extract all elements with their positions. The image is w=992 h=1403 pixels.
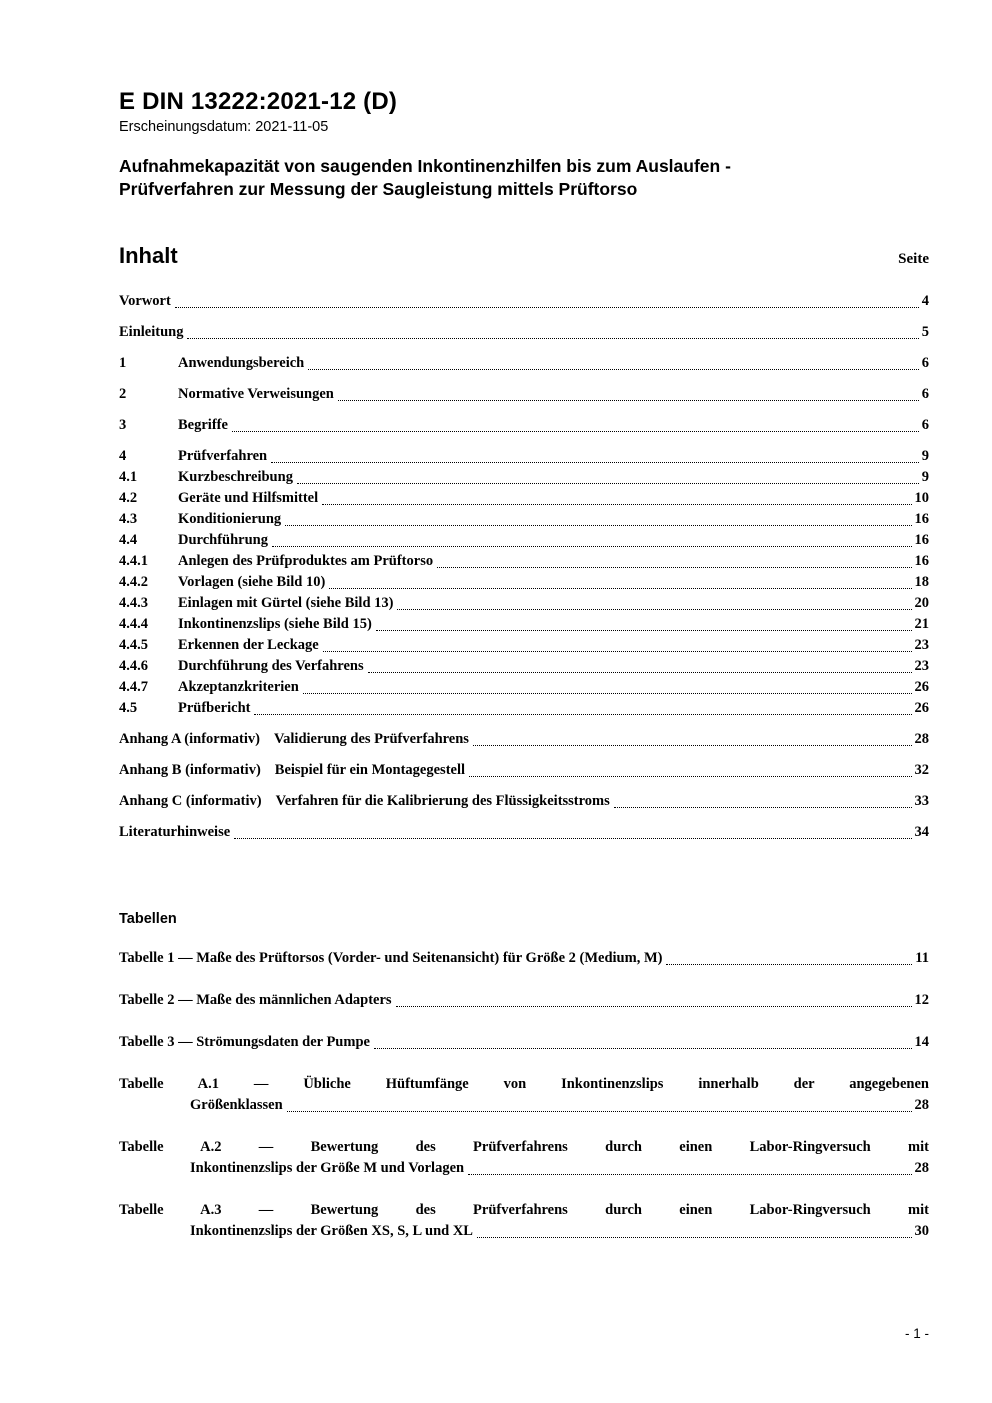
toc-entry [119, 614, 929, 635]
toc-entry-label: Vorlagen (siehe Bild 10) [178, 574, 326, 590]
dot-leader [368, 656, 912, 673]
toc-entry [119, 760, 929, 781]
toc-entry-label: Anwendungsbereich [178, 355, 305, 371]
toc-entry-page: 28 [914, 731, 929, 747]
toc-entry-label: Prüfverfahren [178, 448, 268, 464]
toc-table-entry-page: 28 [914, 1097, 929, 1113]
toc-entry-number: 2 [119, 386, 127, 402]
dot-leader [374, 1032, 912, 1049]
toc-entry-page: 5 [921, 324, 929, 340]
toc-entry-prefix: Anhang B (informativ) [119, 762, 261, 778]
toc-entry-page: 16 [914, 532, 929, 548]
toc-entry-number: 4.4 [119, 532, 138, 548]
toc-entry-label: Normative Verweisungen [178, 386, 334, 402]
toc-table-entry [119, 948, 929, 969]
toc-entry [119, 467, 929, 488]
toc-entry-number: 4.4.5 [119, 637, 148, 653]
toc-entry-page: 16 [914, 511, 929, 527]
document-title [119, 155, 929, 201]
toc-table-entry-line1 [119, 990, 929, 1011]
toc-entry [119, 446, 929, 467]
dot-leader [271, 446, 919, 463]
dot-leader [322, 488, 911, 505]
toc-table-entry-page: 11 [915, 950, 929, 966]
toc-table-entry-page: 30 [914, 1223, 929, 1239]
dot-leader [272, 530, 912, 547]
toc-entry-number: 3 [119, 417, 127, 433]
dot-leader [396, 990, 912, 1007]
toc-entry [119, 677, 929, 698]
dot-leader [473, 729, 912, 746]
toc-entry-label: Einleitung [119, 324, 184, 340]
toc-entry-label: Beispiel für ein Montagegestell [274, 762, 466, 778]
dot-leader [287, 1095, 912, 1112]
toc-entry-number: 4.2 [119, 490, 138, 506]
toc-entry [119, 791, 929, 812]
toc-entry [119, 353, 929, 374]
toc-entry-page: 26 [914, 679, 929, 695]
dot-leader [303, 677, 912, 694]
toc-entry [119, 656, 929, 677]
dot-leader [232, 415, 919, 432]
dot-leader [477, 1221, 912, 1238]
dot-leader [437, 551, 911, 568]
toc-table-entry-label: Tabelle 2 — Maße des männlichen Adapters [119, 992, 392, 1008]
toc-page-column-label: Seite [898, 251, 929, 267]
toc-entry-label: Anlegen des Prüfproduktes am Prüftorso [178, 553, 434, 569]
dot-leader [329, 572, 911, 589]
tables-section-heading: Tabellen [119, 911, 177, 927]
toc-table-entry-label: Tabelle 1 — Maße des Prüftorsos (Vorder- und Seitenansicht) für Größe 2 (Medium, M) [119, 950, 663, 966]
dot-leader [187, 322, 918, 339]
toc-entry-label: Einlagen mit Gürtel (siehe Bild 13) [178, 595, 394, 611]
toc-entry-prefix: Anhang C (informativ) [119, 793, 262, 809]
document-title-line1: Aufnahmekapazität von saugenden Inkontinenzhilfen bis zum Auslaufen - [119, 156, 731, 176]
toc-table-entry-page: 28 [914, 1160, 929, 1176]
toc-table-entry-page: 14 [914, 1034, 929, 1050]
toc-table-entry-line1 [119, 948, 929, 969]
toc-entry-label: Inkontinenzslips (siehe Bild 15) [178, 616, 372, 632]
toc-entry-label: Akzeptanzkriterien [178, 679, 299, 695]
dot-leader [308, 353, 919, 370]
toc-entry-label: Prüfbericht [178, 700, 251, 716]
dot-leader [254, 698, 911, 715]
toc-table-entry-label: Inkontinenzslips der Größe M und Vorlagen [190, 1160, 465, 1176]
toc-entry-label: Vorwort [119, 293, 171, 309]
toc-entry-page: 16 [914, 553, 929, 569]
toc-entry-number: 1 [119, 355, 127, 371]
toc-table-entry-label: Tabelle 3 — Strömungsdaten der Pumpe [119, 1034, 370, 1050]
toc-entry-number: 4.4.2 [119, 574, 148, 590]
toc-table-entry [119, 1200, 929, 1242]
toc-entry-number: 4.4.1 [119, 553, 148, 569]
toc-table-entry-line1: Tabelle A.1 — Übliche Hüftumfänge von Inkontinenzslips innerhalb der angegebenen [119, 1076, 929, 1092]
toc-entry-page: 9 [921, 448, 929, 464]
toc-entry-page: 23 [914, 658, 929, 674]
toc-entry-page: 21 [914, 616, 929, 632]
toc-entry [119, 822, 929, 843]
toc-entry-label: Erkennen der Leckage [178, 637, 319, 653]
document-title-line2: Prüfverfahren zur Messung der Saugleistung mittels Prüftorso [119, 179, 638, 199]
toc-entry-label: Begriffe [178, 417, 228, 433]
toc-entry-label: Konditionierung [178, 511, 282, 527]
toc-entry-page: 6 [921, 417, 929, 433]
toc-entry [119, 635, 929, 656]
toc-table-entry [119, 1074, 929, 1116]
dot-leader [376, 614, 912, 631]
toc-table-entry-line1: Tabelle A.2 — Bewertung des Prüfverfahrens durch einen Labor-Ringversuch mit [119, 1139, 929, 1155]
toc-table-entry-line2 [119, 1221, 929, 1242]
toc-entry-page: 10 [914, 490, 929, 506]
toc-entry-page: 33 [914, 793, 929, 809]
toc-entry [119, 488, 929, 509]
toc-table-entry-line1 [119, 1032, 929, 1053]
dot-leader [175, 291, 919, 308]
toc-entry-page: 20 [914, 595, 929, 611]
toc-entry [119, 729, 929, 750]
dot-leader [323, 635, 912, 652]
toc-table-entry-line1: Tabelle A.3 — Bewertung des Prüfverfahrens durch einen Labor-Ringversuch mit [119, 1202, 929, 1218]
toc-entry-page: 26 [914, 700, 929, 716]
toc-table-entry [119, 990, 929, 1011]
toc-table-entry [119, 1137, 929, 1179]
toc-entry-label: Literaturhinweise [119, 824, 231, 840]
dot-leader [666, 948, 912, 965]
toc-entry-number: 4 [119, 448, 127, 464]
toc-entry-page: 6 [921, 355, 929, 371]
toc-entry-label: Validierung des Prüfverfahrens [274, 731, 469, 747]
toc-heading: Inhalt [119, 243, 178, 268]
toc-entry-number: 4.4.3 [119, 595, 148, 611]
dot-leader [285, 509, 911, 526]
toc-entry-prefix: Anhang A (informativ) [119, 731, 260, 747]
toc-entry-label: Verfahren für die Kalibrierung des Flüssigkeitsstroms [275, 793, 610, 809]
toc-table-entry-line2 [119, 1158, 929, 1179]
dot-leader [234, 822, 911, 839]
toc-entry [119, 530, 929, 551]
dot-leader [614, 791, 912, 808]
toc-table-entry-page: 12 [914, 992, 929, 1008]
toc-entry-page: 6 [921, 386, 929, 402]
toc-tables-list [119, 948, 929, 1242]
document-number: E DIN 13222:2021-12 (D) [119, 88, 398, 115]
dot-leader [338, 384, 919, 401]
toc-entry-page: 32 [914, 762, 929, 778]
toc-entry-page: 4 [921, 293, 929, 309]
toc-entry [119, 415, 929, 436]
toc-entry-number: 4.4.7 [119, 679, 148, 695]
toc-entry [119, 322, 929, 343]
toc-entry [119, 593, 929, 614]
toc-entry-page: 23 [914, 637, 929, 653]
toc-entry [119, 291, 929, 312]
toc-entry-number: 4.4.6 [119, 658, 148, 674]
toc-entry-label: Kurzbeschreibung [178, 469, 293, 485]
toc-entry [119, 572, 929, 593]
toc-entry-page: 34 [914, 824, 929, 840]
dot-leader [297, 467, 919, 484]
toc-entry-page: 18 [914, 574, 929, 590]
page-number-footer: - 1 - [904, 1326, 929, 1341]
toc-table-entry-line2 [119, 1095, 929, 1116]
toc-entry-label: Durchführung [178, 532, 268, 548]
dot-leader [469, 760, 911, 777]
toc-table-entry-label: Inkontinenzslips der Größen XS, S, L und XL [190, 1223, 473, 1239]
toc-header [119, 243, 929, 269]
toc-entry [119, 551, 929, 572]
toc-list [119, 291, 929, 843]
toc-table-entry-label: Größenklassen [190, 1097, 283, 1113]
toc-entry-number: 4.1 [119, 469, 138, 485]
toc-entry-number: 4.5 [119, 700, 138, 716]
toc-table-entry [119, 1032, 929, 1053]
toc-entry [119, 698, 929, 719]
toc-entry-number: 4.3 [119, 511, 138, 527]
toc-entry-label: Geräte und Hilfsmittel [178, 490, 319, 506]
toc-entry [119, 384, 929, 405]
publication-date: Erscheinungsdatum: 2021-11-05 [119, 119, 329, 135]
dot-leader [468, 1158, 911, 1175]
dot-leader [397, 593, 911, 610]
toc-entry-label: Durchführung des Verfahrens [178, 658, 364, 674]
toc-entry-page: 9 [921, 469, 929, 485]
toc-entry-number: 4.4.4 [119, 616, 148, 632]
toc-entry [119, 509, 929, 530]
